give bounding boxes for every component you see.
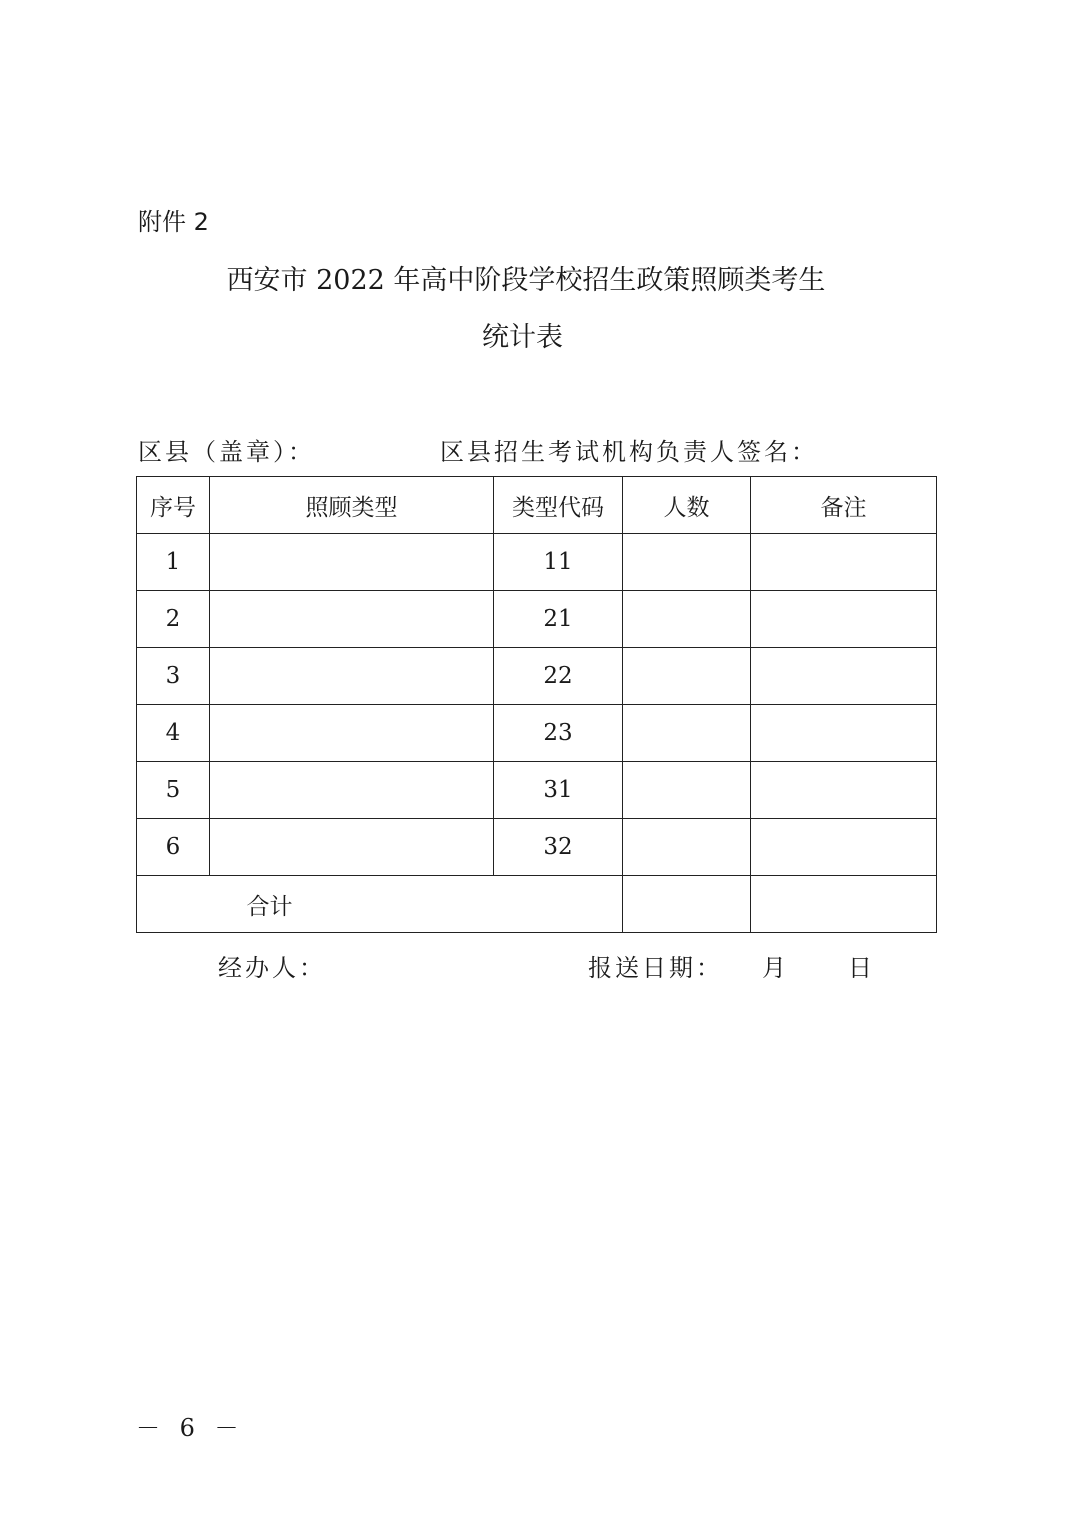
table-header-row xyxy=(137,477,937,534)
total-remark xyxy=(751,876,937,933)
cell-type-code: 23 xyxy=(494,705,623,762)
cell-count xyxy=(623,534,751,591)
cell-count xyxy=(623,591,751,648)
table-row xyxy=(137,591,937,648)
handler-label: 经办人： xyxy=(218,954,326,982)
cell-remark xyxy=(751,819,937,876)
cell-serial: 1 xyxy=(137,534,210,591)
page-number: － 6 － xyxy=(136,1414,245,1442)
cell-remark xyxy=(751,648,937,705)
table-row xyxy=(137,705,937,762)
submit-date-label: 报送日期： xyxy=(588,954,723,982)
cell-remark xyxy=(751,591,937,648)
attachment-label: 附件 2 xyxy=(138,208,209,236)
cell-serial: 3 xyxy=(137,648,210,705)
table-total-row xyxy=(137,876,937,933)
table-row xyxy=(137,819,937,876)
cell-count xyxy=(623,819,751,876)
header-count: 人数 xyxy=(623,477,751,534)
statistics-table xyxy=(136,476,937,933)
total-label-text: 合计 xyxy=(246,893,293,920)
document-title xyxy=(0,258,1080,297)
cell-type-code: 21 xyxy=(494,591,623,648)
total-label xyxy=(137,876,623,933)
cell-care-type xyxy=(210,819,494,876)
cell-serial: 4 xyxy=(137,705,210,762)
cell-count xyxy=(623,762,751,819)
cell-type-code: 11 xyxy=(494,534,623,591)
cell-type-code: 32 xyxy=(494,819,623,876)
document-subtitle: 统计表 xyxy=(482,322,563,353)
cell-care-type xyxy=(210,705,494,762)
title-line-1: 西安市 2022 年高中阶段学校招生政策照顾类考生 xyxy=(226,265,826,296)
cell-remark xyxy=(751,705,937,762)
cell-care-type xyxy=(210,648,494,705)
county-stamp-label: 区县（盖章）： xyxy=(138,438,315,466)
cell-serial: 6 xyxy=(137,819,210,876)
header-serial: 序号 xyxy=(137,477,210,534)
cell-serial: 2 xyxy=(137,591,210,648)
table-row xyxy=(137,534,937,591)
cell-count xyxy=(623,648,751,705)
cell-remark xyxy=(751,534,937,591)
total-count xyxy=(623,876,751,933)
month-label: 月 xyxy=(762,954,786,982)
header-remark: 备注 xyxy=(751,477,937,534)
table-row xyxy=(137,648,937,705)
signature-label: 区县招生考试机构负责人签名： xyxy=(440,438,818,466)
cell-care-type xyxy=(210,534,494,591)
header-type-code: 类型代码 xyxy=(494,477,623,534)
table-row xyxy=(137,762,937,819)
header-care-type: 照顾类型 xyxy=(210,477,494,534)
cell-type-code: 31 xyxy=(494,762,623,819)
cell-care-type xyxy=(210,591,494,648)
cell-care-type xyxy=(210,762,494,819)
cell-remark xyxy=(751,762,937,819)
day-label: 日 xyxy=(848,954,872,982)
cell-count xyxy=(623,705,751,762)
cell-type-code: 22 xyxy=(494,648,623,705)
cell-serial: 5 xyxy=(137,762,210,819)
